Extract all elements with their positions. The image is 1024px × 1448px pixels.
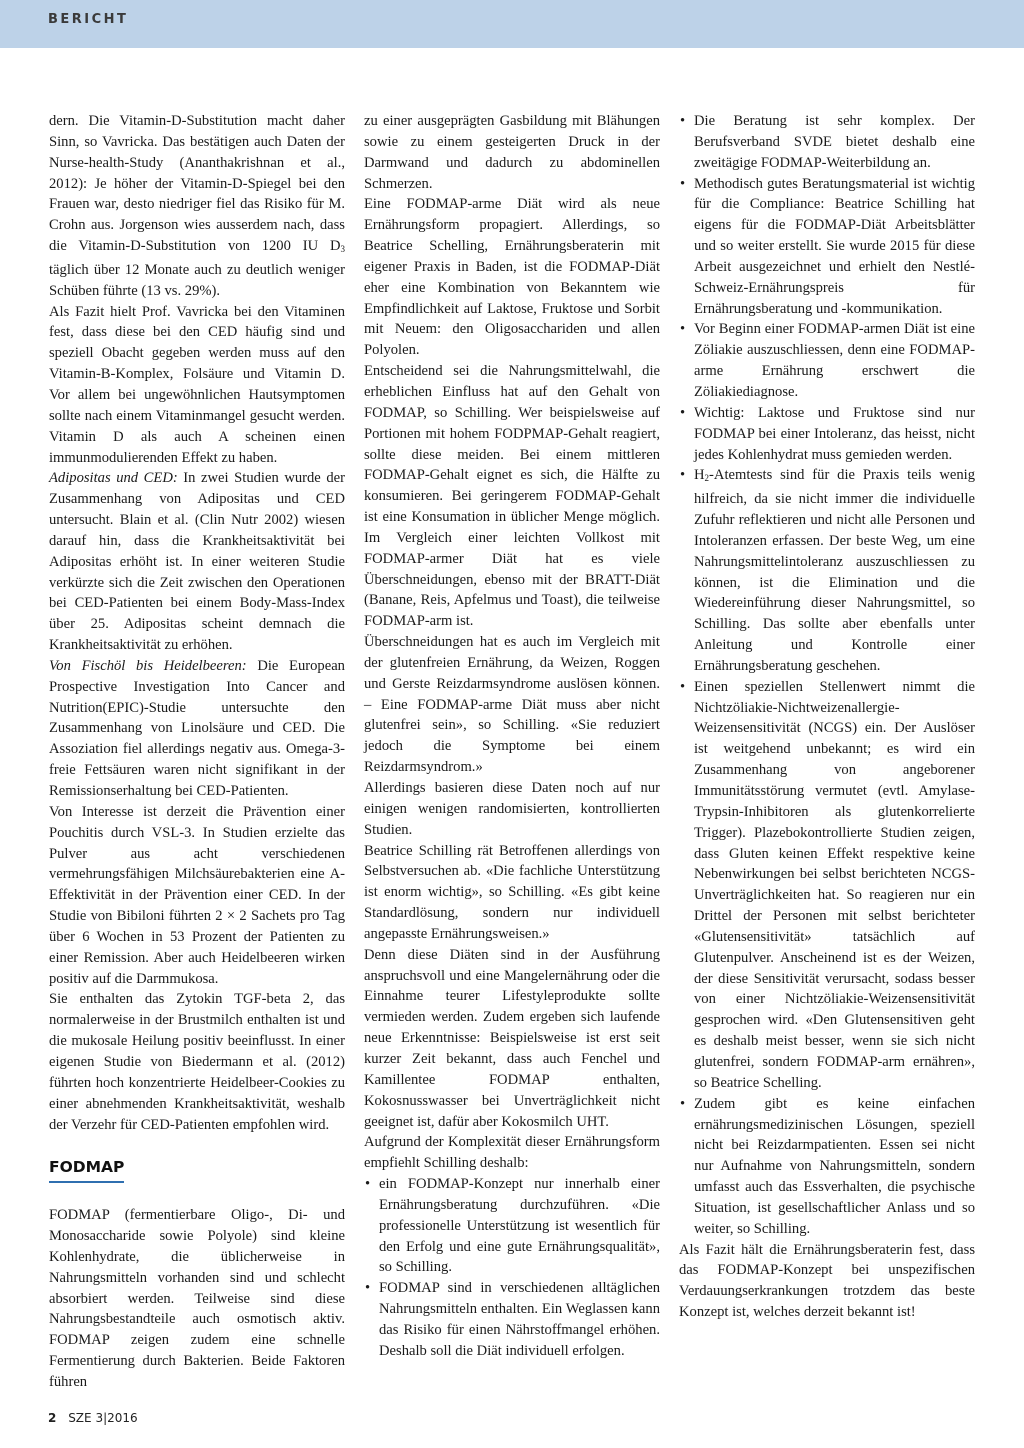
- list-item: • Vor Beginn einer FODMAP-armen Diät ist eine Zöliakie auszuschliessen, denn eine FODMAP-arme Ernährung erschwert die Zöliakiediagnose.: [679, 319, 975, 402]
- paragraph: Adipositas und CED: In zwei Studien wurde der Zusammenhang von Adipositas und CED untersucht. Blain et al. (Clin Nutr 2002) wiesen darauf hin, dass die Krankheitsaktivität bei Adipositas erhöht ist. In einer weiteren Studie verkürzte sich die Zeit zwischen den Operationen bei CED-Patienten bei einem Body-Mass-Index über 25. Adipositas scheint demnach die Krankheitsaktivität zu erhöhen.: [49, 470, 345, 654]
- list-item: • FODMAP sind in verschiedenen alltäglichen Nahrungsmitteln enthalten. Ein Weglassen kann das Risiko für einen Nährstoffmangel erhöhen. Deshalb soll die Diät individuell erfolgen.: [364, 1278, 660, 1361]
- header-band: [0, 0, 1024, 48]
- paragraph: Allerdings basieren diese Daten noch auf nur einigen wenigen randomisierten, kontrollierten Studien.: [364, 780, 660, 838]
- paragraph: zu einer ausgeprägten Gasbildung mit Blähungen sowie zu einem gesteigerten Druck in der Darmwand und dadurch zu abdominellen Schmerzen.: [364, 113, 660, 192]
- issue-number: 3|2016: [95, 1411, 138, 1425]
- paragraph: dern. Die Vitamin-D-Substitution macht daher Sinn, so Vavricka. Das bestätigen auch Daten der Nurse-health-Study (Ananthakrishnan et al., 2012): Je höher der Vitamin-D-Spiegel bei den Frauen war, desto niedriger fiel das Risiko für M. Crohn aus. Jorgenson wies ausserdem nach, dass die Vitamin-D-Substitution von 1200 IU $D_3$ täglich über 12 Monate auch zu deutlich weniger Schüben führte (13 vs. 29%).: [49, 113, 345, 299]
- paragraph: Sie enthalten das Zytokin TGF-beta 2, das normalerweise in der Brustmilch enthalten ist und die mukosale Heilung positiv beeinflusst. In einer eigenen Studie von Biedermann et al. (2012) führten hoch konzentrierte Heidelbeer-Cookies zu einer abnehmenden Krankheitsaktivität, weshalb der Verzehr für CED-Patienten empfohlen wird.: [49, 991, 345, 1133]
- column-2: [364, 111, 660, 1362]
- journal-name: SZE: [68, 1411, 92, 1425]
- paragraph: Entscheidend sei die Nahrungsmittelwahl, die erheblichen Einfluss hat auf den Gehalt von FODMAP, so Schilling. Wer beispielsweise auf Portionen mit hohem FODPMAP-Gehalt reagiert, sollte diese meiden. Bei einem mittleren FODMAP-Gehalt eignet es sich, die Hälfte zu konsumieren. Bei geringerem FODMAP-Gehalt ist eine Konsumation in üblicher Menge möglich. Im Vergleich einer leichten Vollkost mit FODMAP-armer Diät hat es viele Überschneidungen, ebenso mit der BRATT-Diät (Banane, Reis, Apfelmus und Toast), die teilweise FODMAP-arm ist.: [364, 363, 660, 630]
- list-item: • Die Beratung ist sehr komplex. Der Berufsverband SVDE bietet deshalb eine zweitägige FODMAP-Weiterbildung an.: [679, 111, 975, 174]
- list-item: • $H_2$-Atemtests sind für die Praxis teils wenig hilfreich, da sie nicht immer die individuelle Zufuhr reflektieren und nicht alle Personen und Intoleranzen erfassen. Der beste Weg, um eine Nahrungsmittelintoleranz auszuschliessen zu können, ist die Elimination und die Wiedereinführung dieser Nahrungsmittel, so Schilling. Das sollte aber ebenfalls unter Anleitung und Kontrolle einer Ernährungsberatung geschehen.: [679, 465, 975, 676]
- page-footer: [48, 1411, 138, 1425]
- paragraph: Von Interesse ist derzeit die Prävention einer Pouchitis durch VSL-3. In Studien erzielte das Pulver aus acht verschiedenen vermehrungsfähigen Milchsäurebakterien eine A-Effektivität in der Prävention einer CED. In der Studie von Bibiloni führten 2 × 2 Sachets pro Tag über 6 Wochen in 53 Prozent der Patienten zu einer Remission. Aber auch Heidelbeeren wirken positiv auf die Darmmukosa.: [49, 803, 345, 987]
- paragraph: Als Fazit hält die Ernährungsberaterin fest, dass das FODMAP-Konzept bei unspezifischen Verdauungserkrankungen trotzdem das beste Konzept ist, welches derzeit bekannt ist!: [679, 1241, 975, 1321]
- list-item: • ein FODMAP-Konzept nur innerhalb einer Ernährungsberatung durchzuführen. «Die professionelle Unterstützung ist wesentlich für den Erfolg und eine gute Ernährungsqualität», so Schilling.: [364, 1174, 660, 1278]
- paragraph: FODMAP (fermentierbare Oligo-, Di- und Monosaccharide sowie Polyole) sind kleine Kohlenhydrate, die üblicherweise in Nahrungsmitteln vorhanden sind und schlecht absorbiert werden. Teilweise sind diese Nahrungsbestandteile auch osmotisch aktiv. FODMAP zeigen zudem eine schnelle Fermentierung durch Bakterien. Beide Faktoren führen: [49, 1207, 345, 1390]
- page-number: 2: [48, 1411, 57, 1425]
- section-label: BERICHT: [48, 12, 129, 27]
- list-item: • Einen speziellen Stellenwert nimmt die Nichtzöliakie-Nichtweizenallergie-Weizensensitivität (NCGS) ein. Der Auslöser ist weitgehend unbekannt; es wird ein Zusammenhang von angeborener Immunitätsstörung vermutet (evtl. Amylase-Trypsin-Inhibitoren als glutenkorrelierte Trigger). Plazebokontrollierte Studien zeigen, dass Gluten keinen Effekt respektive keine Nebenwirkungen bei selbst berichteten NCGS-Unverträglichkeiten hat. So reagieren nur ein Drittel der Personen mit selbst berichteter «Glutensensitivität» tatsächlich auf Glutenpulver. Anscheinend ist es der Weizen, der diese Sensitivität verursacht, sodass besser von einer Nichtzöliakie-Weizensensitivität gesprochen wird. «Den Glutensensitiven geht es deshalb meist besser, wenn sie sich nicht glutenfrei, sondern FODMAP-arm ernähren», so Beatrice Schelling.: [679, 677, 975, 1094]
- paragraph: Von Fischöl bis Heidelbeeren: Die European Prospective Investigation Into Cancer and Nutrition(EPIC)-Studie untersuchte den Zusammenhang von Linolsäure und CED. Die Assoziation fiel allerdings negativ aus. Omega-3-freie Fettsäuren waren nicht signifikant in der Remissionserhaltung bei CED-Patienten.: [49, 657, 345, 799]
- paragraph: Denn diese Diäten sind in der Ausführung anspruchsvoll und eine Mangelernährung oder die Einnahme teurer Lifestyleprodukte sollte vermieden werden. Zudem ergeben sich laufende neue Erkenntnisse: Beispielsweise ist erst seit kurzer Zeit bekannt, dass auch Fenchel und Kamillentee FODMAP enthalten, Kokosnusswasser bei Unverträglichkeit nicht geeignet ist, dafür aber Kokosmilch UHT.: [364, 946, 660, 1130]
- section-heading: FODMAP: [49, 1157, 124, 1183]
- paragraph: Eine FODMAP-arme Diät wird als neue Ernährungsform propagiert. Allerdings, so Beatrice Schelling, Ernährungsberaterin mit eigener Praxis in Baden, ist die FODMAP-Diät eher eine Kombination von Bekanntem wie Empfindlichkeit auf Laktose, Fruktose und Sorbit mit Neuem: den Oligosacchariden und allen Polyolen.: [364, 196, 660, 359]
- column-3: [679, 111, 975, 1323]
- recommendation-list: [679, 111, 975, 1240]
- column-1: [49, 111, 345, 1393]
- list-item: • Zudem gibt es keine einfachen ernährungsmedizinischen Lösungen, speziell nicht bei Reizdarmpatienten. Essen sei nicht nur Aufnahme von Nahrungsmitteln, sondern umfasst auch das Essverhalten, die psychische Situation, ist gesellschaftlicher Anlass und so weiter, so Schilling.: [679, 1094, 975, 1240]
- paragraph: Als Fazit hielt Prof. Vavricka bei den Vitaminen fest, dass diese bei den CED häufig sind und speziell Obacht gegeben werden muss auf den Vitamin-B-Komplex, Folsäure und Vitamin D. Vor allem bei ungewöhnlichen Hautsymptomen sollte nach einem Vitaminmangel gesucht werden. Vitamin D als auch A scheinen einen immunmodulierenden Effekt zu haben.: [49, 303, 345, 466]
- paragraph: Aufgrund der Komplexität dieser Ernährungsform empfiehlt Schilling deshalb:: [364, 1134, 660, 1172]
- paragraph: Beatrice Schilling rät Betroffenen allerdings von Selbstversuchen ab. «Die fachliche Unterstützung ist enorm wichtig», so Schilling. «Es gibt keine Standardlösung, sondern nur individuell angepasste Ernährungsweisen.»: [364, 842, 660, 942]
- recommendation-list: [364, 1174, 660, 1362]
- list-item: • Methodisch gutes Beratungsmaterial ist wichtig für die Compliance: Beatrice Schilling hat eigens für die FODMAP-Diät Arbeitsblätter und so weiter erstellt. Sie wurde 2015 für diese Arbeit ausgezeichnet und erhielt den Nestlé-Schweiz-Ernährungspreis für Ernährungsberatung und -kommunikation.: [679, 174, 975, 320]
- list-item: • Wichtig: Laktose und Fruktose sind nur FODMAP bei einer Intoleranz, das heisst, nicht jedes Kohlenhydrat muss gemieden werden.: [679, 403, 975, 466]
- paragraph: Überschneidungen hat es auch im Vergleich mit der glutenfreien Ernährung, da Weizen, Roggen und Gerste Reizdarmsyndrome auslösen können. – Eine FODMAP-arme Diät muss aber nicht glutenfrei sein», so Schilling. «Sie reduziert jedoch die Symptome bei einem Reizdarmsyndrom.»: [364, 634, 660, 776]
